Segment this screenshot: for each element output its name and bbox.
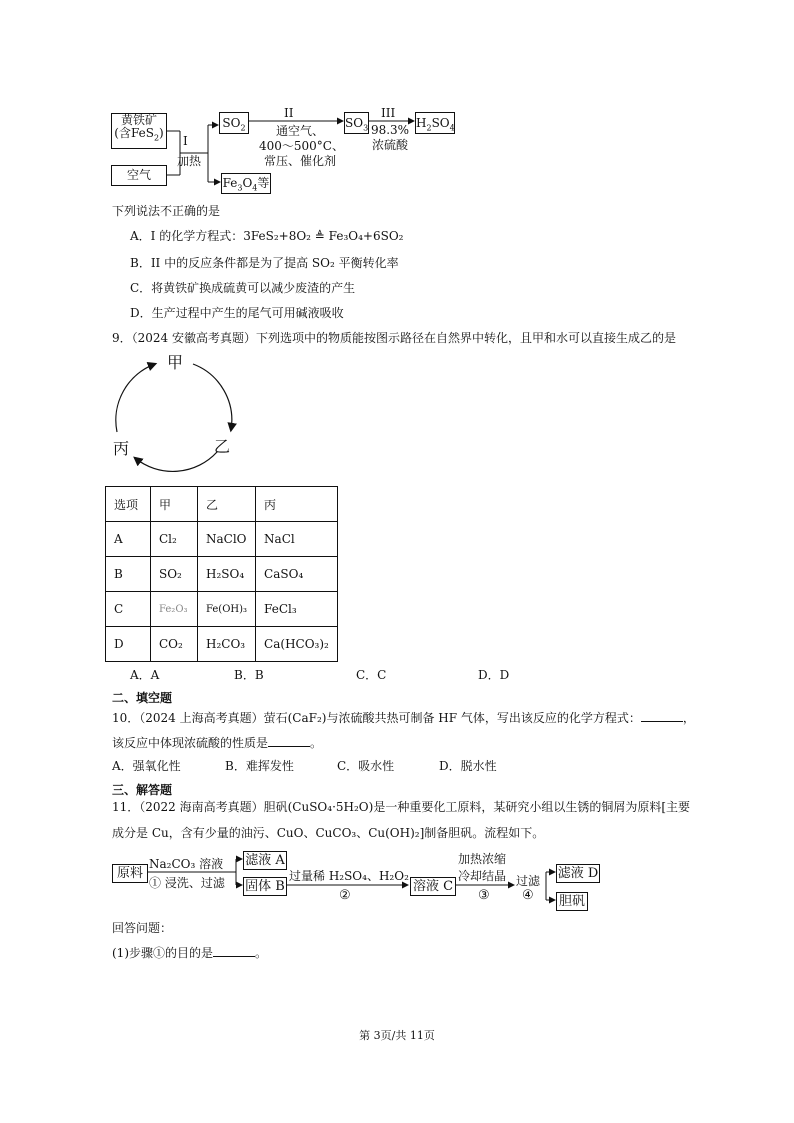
q9-stem: 9．（2024 安徽高考真题）下列选项中的物质能按图示路径在自然界中转化，且甲和水可以直接生成乙的是 bbox=[112, 331, 676, 345]
step2-cond-3: 常压、催化剂 bbox=[263, 154, 336, 168]
answer-blank bbox=[641, 709, 683, 722]
q8-stem: 下列说法不正确的是 bbox=[112, 204, 221, 218]
table-cell: SO₂ bbox=[151, 557, 198, 592]
flow-cond-3b: 冷却结晶 bbox=[458, 869, 507, 883]
solid-b-box: 固体 B bbox=[243, 877, 287, 896]
q10-text: 10．（2024 上海高考真题）萤石(CaF₂)与浓硫酸共热可制备 HF 气体，写出该反应的化学方程式： bbox=[112, 711, 641, 725]
table-cell: CO₂ bbox=[151, 627, 198, 662]
table-row bbox=[106, 522, 338, 557]
air-label: 空气 bbox=[126, 168, 151, 182]
q10-option-d: D．脱水性 bbox=[439, 759, 497, 773]
table-row bbox=[106, 557, 338, 592]
table-cell: CaSO₄ bbox=[256, 557, 338, 592]
table-cell: FeCl₃ bbox=[256, 592, 338, 627]
q8-option-a: A．I 的化学方程式：3FeS₂+8O₂ ≜ Fe₃O₄+6SO₂ bbox=[130, 229, 404, 243]
flow-filter: 过滤 bbox=[516, 874, 541, 888]
ore-formula: (含FeS$_2$) bbox=[114, 126, 164, 143]
h2so4-box: $H_2SO_4$ bbox=[415, 112, 455, 134]
q10-option-b: B．难挥发性 bbox=[225, 759, 294, 773]
table-row bbox=[106, 592, 338, 627]
table-cell: Cl₂ bbox=[151, 522, 198, 557]
table-cell: H₂SO₄ bbox=[198, 557, 256, 592]
q9-answer-c: C．C bbox=[356, 668, 387, 682]
q10-option-c: C．吸水性 bbox=[337, 759, 395, 773]
flow-reagent-2: 过量稀 H₂SO₄、H₂O₂ bbox=[289, 869, 409, 883]
table-cell: Fe₂O₃ bbox=[151, 592, 198, 627]
table-cell: D bbox=[106, 627, 151, 662]
q10-text-2: 该反应中体现浓硫酸的性质是 bbox=[112, 736, 269, 750]
section-title-answer: 三、解答题 bbox=[112, 783, 173, 797]
q8-option-b: B．II 中的反应条件都是为了提高 SO₂ 平衡转化率 bbox=[130, 256, 399, 270]
table-cell: C bbox=[106, 592, 151, 627]
so3-box: $SO_3$ bbox=[344, 112, 369, 134]
table-header-cell: 选项 bbox=[106, 487, 151, 522]
page-footer: 第 3页/共 11页 bbox=[359, 1029, 435, 1042]
solution-c-box: 溶液 C bbox=[410, 877, 456, 896]
table-cell: NaCl bbox=[256, 522, 338, 557]
q11-line1: 11．（2022 海南高考真题）胆矾(CuSO₄·5H₂O)是一种重要化工原料，某研究小组以生锈的铜屑为原料[主要 bbox=[112, 800, 691, 814]
flow-step-2: ② bbox=[339, 888, 351, 903]
table-header-cell: 乙 bbox=[198, 487, 256, 522]
cycle-yi: 乙 bbox=[214, 437, 231, 456]
table-cell: A bbox=[106, 522, 151, 557]
flow-cond-3a: 加热浓缩 bbox=[458, 852, 507, 866]
q11-line2: 成分是 Cu，含有少量的油污、CuO、CuCO₃、Cu(OH)₂]制备胆矾。流程如下。 bbox=[112, 826, 545, 840]
step3-cond-1: 98.3% bbox=[370, 123, 410, 137]
flow-step-1: ① 浸洗、过滤 bbox=[149, 876, 225, 890]
step2-label: II bbox=[284, 106, 294, 120]
cycle-bing: 丙 bbox=[113, 439, 130, 458]
table-header-row bbox=[106, 487, 338, 522]
flow-step-3: ③ bbox=[478, 888, 490, 903]
q8-option-c: C．将黄铁矿换成硫黄可以减少废渣的产生 bbox=[130, 281, 356, 295]
step3-cond-2: 浓硫酸 bbox=[371, 138, 408, 152]
cycle-jia: 甲 bbox=[167, 353, 184, 372]
q9-answer-a: A．A bbox=[130, 668, 160, 682]
flow-reagent-1: Na₂CO₃ 溶液 bbox=[149, 857, 224, 871]
table-cell: H₂CO₃ bbox=[198, 627, 256, 662]
q10-line2: 该反应中体现浓硫酸的性质是 。 bbox=[112, 736, 323, 750]
q8-option-d: D．生产过程中产生的尾气可用碱液吸收 bbox=[130, 306, 344, 320]
q9-options-table bbox=[105, 486, 338, 662]
step2-cond-1: 通空气、 bbox=[275, 124, 324, 138]
q11-answer-intro: 回答问题： bbox=[112, 921, 173, 935]
q10-option-a: A．强氧化性 bbox=[112, 759, 181, 773]
flow-step-4: ④ bbox=[522, 888, 534, 903]
step2-cond-2: 400～500°C、 bbox=[259, 139, 344, 153]
fe3o4-box: $Fe_3O_4$等 bbox=[221, 173, 271, 194]
step1-condition: 加热 bbox=[177, 154, 202, 168]
filtrate-a-box: 滤液 A bbox=[243, 851, 287, 870]
table-header-cell: 甲 bbox=[151, 487, 198, 522]
so2-box: $SO_2$ bbox=[219, 112, 249, 134]
q11-sub1: (1)步骤①的目的是 。 bbox=[112, 946, 268, 960]
product-box: 胆矾 bbox=[556, 892, 588, 911]
step3-label: III bbox=[381, 106, 396, 120]
table-cell: B bbox=[106, 557, 151, 592]
table-cell: Ca(HCO₃)₂ bbox=[256, 627, 338, 662]
ore-label: 黄铁矿 bbox=[120, 113, 157, 127]
table-row bbox=[106, 627, 338, 662]
table-cell: Fe(OH)₃ bbox=[198, 592, 256, 627]
q9-answer-d: D．D bbox=[478, 668, 510, 682]
answer-blank bbox=[213, 944, 255, 957]
raw-material-box: 原料 bbox=[112, 864, 148, 883]
q10-line1: 10．（2024 上海高考真题）萤石(CaF₂)与浓硫酸共热可制备 HF 气体，写出该反应的化学方程式： ， bbox=[112, 711, 695, 725]
section-title-fill-in: 二、填空题 bbox=[112, 691, 173, 705]
answer-blank bbox=[268, 734, 310, 747]
ore-box bbox=[111, 113, 167, 149]
step1-label: I bbox=[183, 134, 188, 148]
table-cell: NaClO bbox=[198, 522, 256, 557]
air-box bbox=[111, 165, 167, 186]
table-header-cell: 丙 bbox=[256, 487, 338, 522]
filtrate-d-box: 滤液 D bbox=[557, 866, 599, 881]
q9-answer-b: B．B bbox=[234, 668, 264, 682]
